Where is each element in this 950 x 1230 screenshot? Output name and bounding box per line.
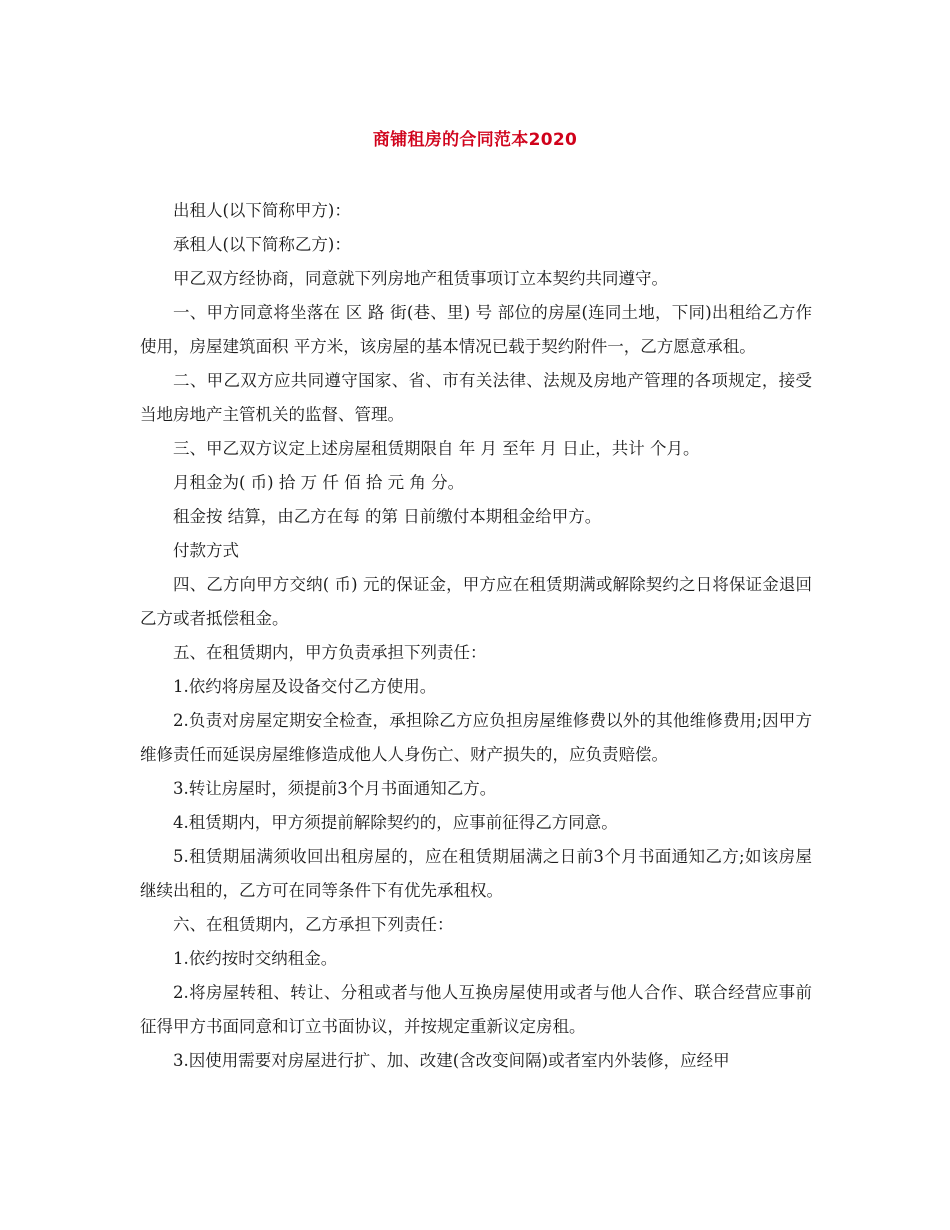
paragraph: 出租人(以下简称甲方)： — [173, 201, 351, 220]
paragraph: 二、甲乙双方应共同遵守国家、省、市有关法律、法规及房地产管理的各项规定，接受当地房地产主管机关的监督、管理。 — [140, 371, 812, 424]
document-title: 商铺租房的合同范本2020 — [372, 130, 578, 150]
document-body — [140, 194, 818, 1078]
paragraph: 4.租赁期内，甲方须提前解除契约的，应事前征得乙方同意。 — [173, 813, 618, 832]
paragraph: 四、乙方向甲方交纳( 币) 元的保证金，甲方应在租赁期满或解除契约之日将保证金退回乙方或者抵偿租金。 — [140, 575, 812, 628]
paragraph: 2.负责对房屋定期安全检查，承担除乙方应负担房屋维修费以外的其他维修费用;因甲方维修责任而延误房屋维修造成他人人身伤亡、财产损失的，应负责赔偿。 — [140, 711, 812, 764]
paragraph: 六、在租赁期内，乙方承担下列责任： — [173, 915, 454, 934]
paragraph: 一、甲方同意将坐落在 区 路 街(巷、里) 号 部位的房屋(连同土地，下同)出租给乙方作 使用，房屋建筑面积 平方米，该房屋的基本情况已载于契约附件一，乙方愿意承租。 — [140, 303, 818, 356]
paragraph: 甲乙双方经协商，同意就下列房地产租赁事项订立本契约共同遵守。 — [173, 269, 668, 288]
paragraph: 三、甲乙双方议定上述房屋租赁期限自 年 月 至年 月 日止，共计 个月。 — [173, 439, 700, 458]
paragraph: 3.转让房屋时，须提前3个月书面通知乙方。 — [173, 779, 497, 798]
paragraph: 承租人(以下简称乙方)： — [173, 235, 351, 254]
paragraph: 租金按 结算，由乙方在每 的第 日前缴付本期租金给甲方。 — [173, 507, 602, 526]
paragraph: 1.依约按时交纳租金。 — [173, 949, 338, 968]
paragraph: 3.因使用需要对房屋进行扩、加、改建(含改变间隔)或者室内外装修，应经甲 — [173, 1051, 730, 1070]
paragraph: 月租金为( 币) 拾 万 仟 佰 拾 元 角 分。 — [173, 473, 465, 492]
paragraph: 付款方式 — [173, 541, 239, 560]
paragraph: 五、在租赁期内，甲方负责承担下列责任： — [173, 643, 487, 662]
paragraph: 5.租赁期届满须收回出租房屋的，应在租赁期届满之日前3个月书面通知乙方;如该房屋继续出租的，乙方可在同等条件下有优先承租权。 — [140, 847, 812, 900]
paragraph: 1.依约将房屋及设备交付乙方使用。 — [173, 677, 437, 696]
paragraph: 2.将房屋转租、转让、分租或者与他人互换房屋使用或者与他人合作、联合经营应事前征得甲方书面同意和订立书面协议，并按规定重新议定房租。 — [140, 983, 812, 1036]
